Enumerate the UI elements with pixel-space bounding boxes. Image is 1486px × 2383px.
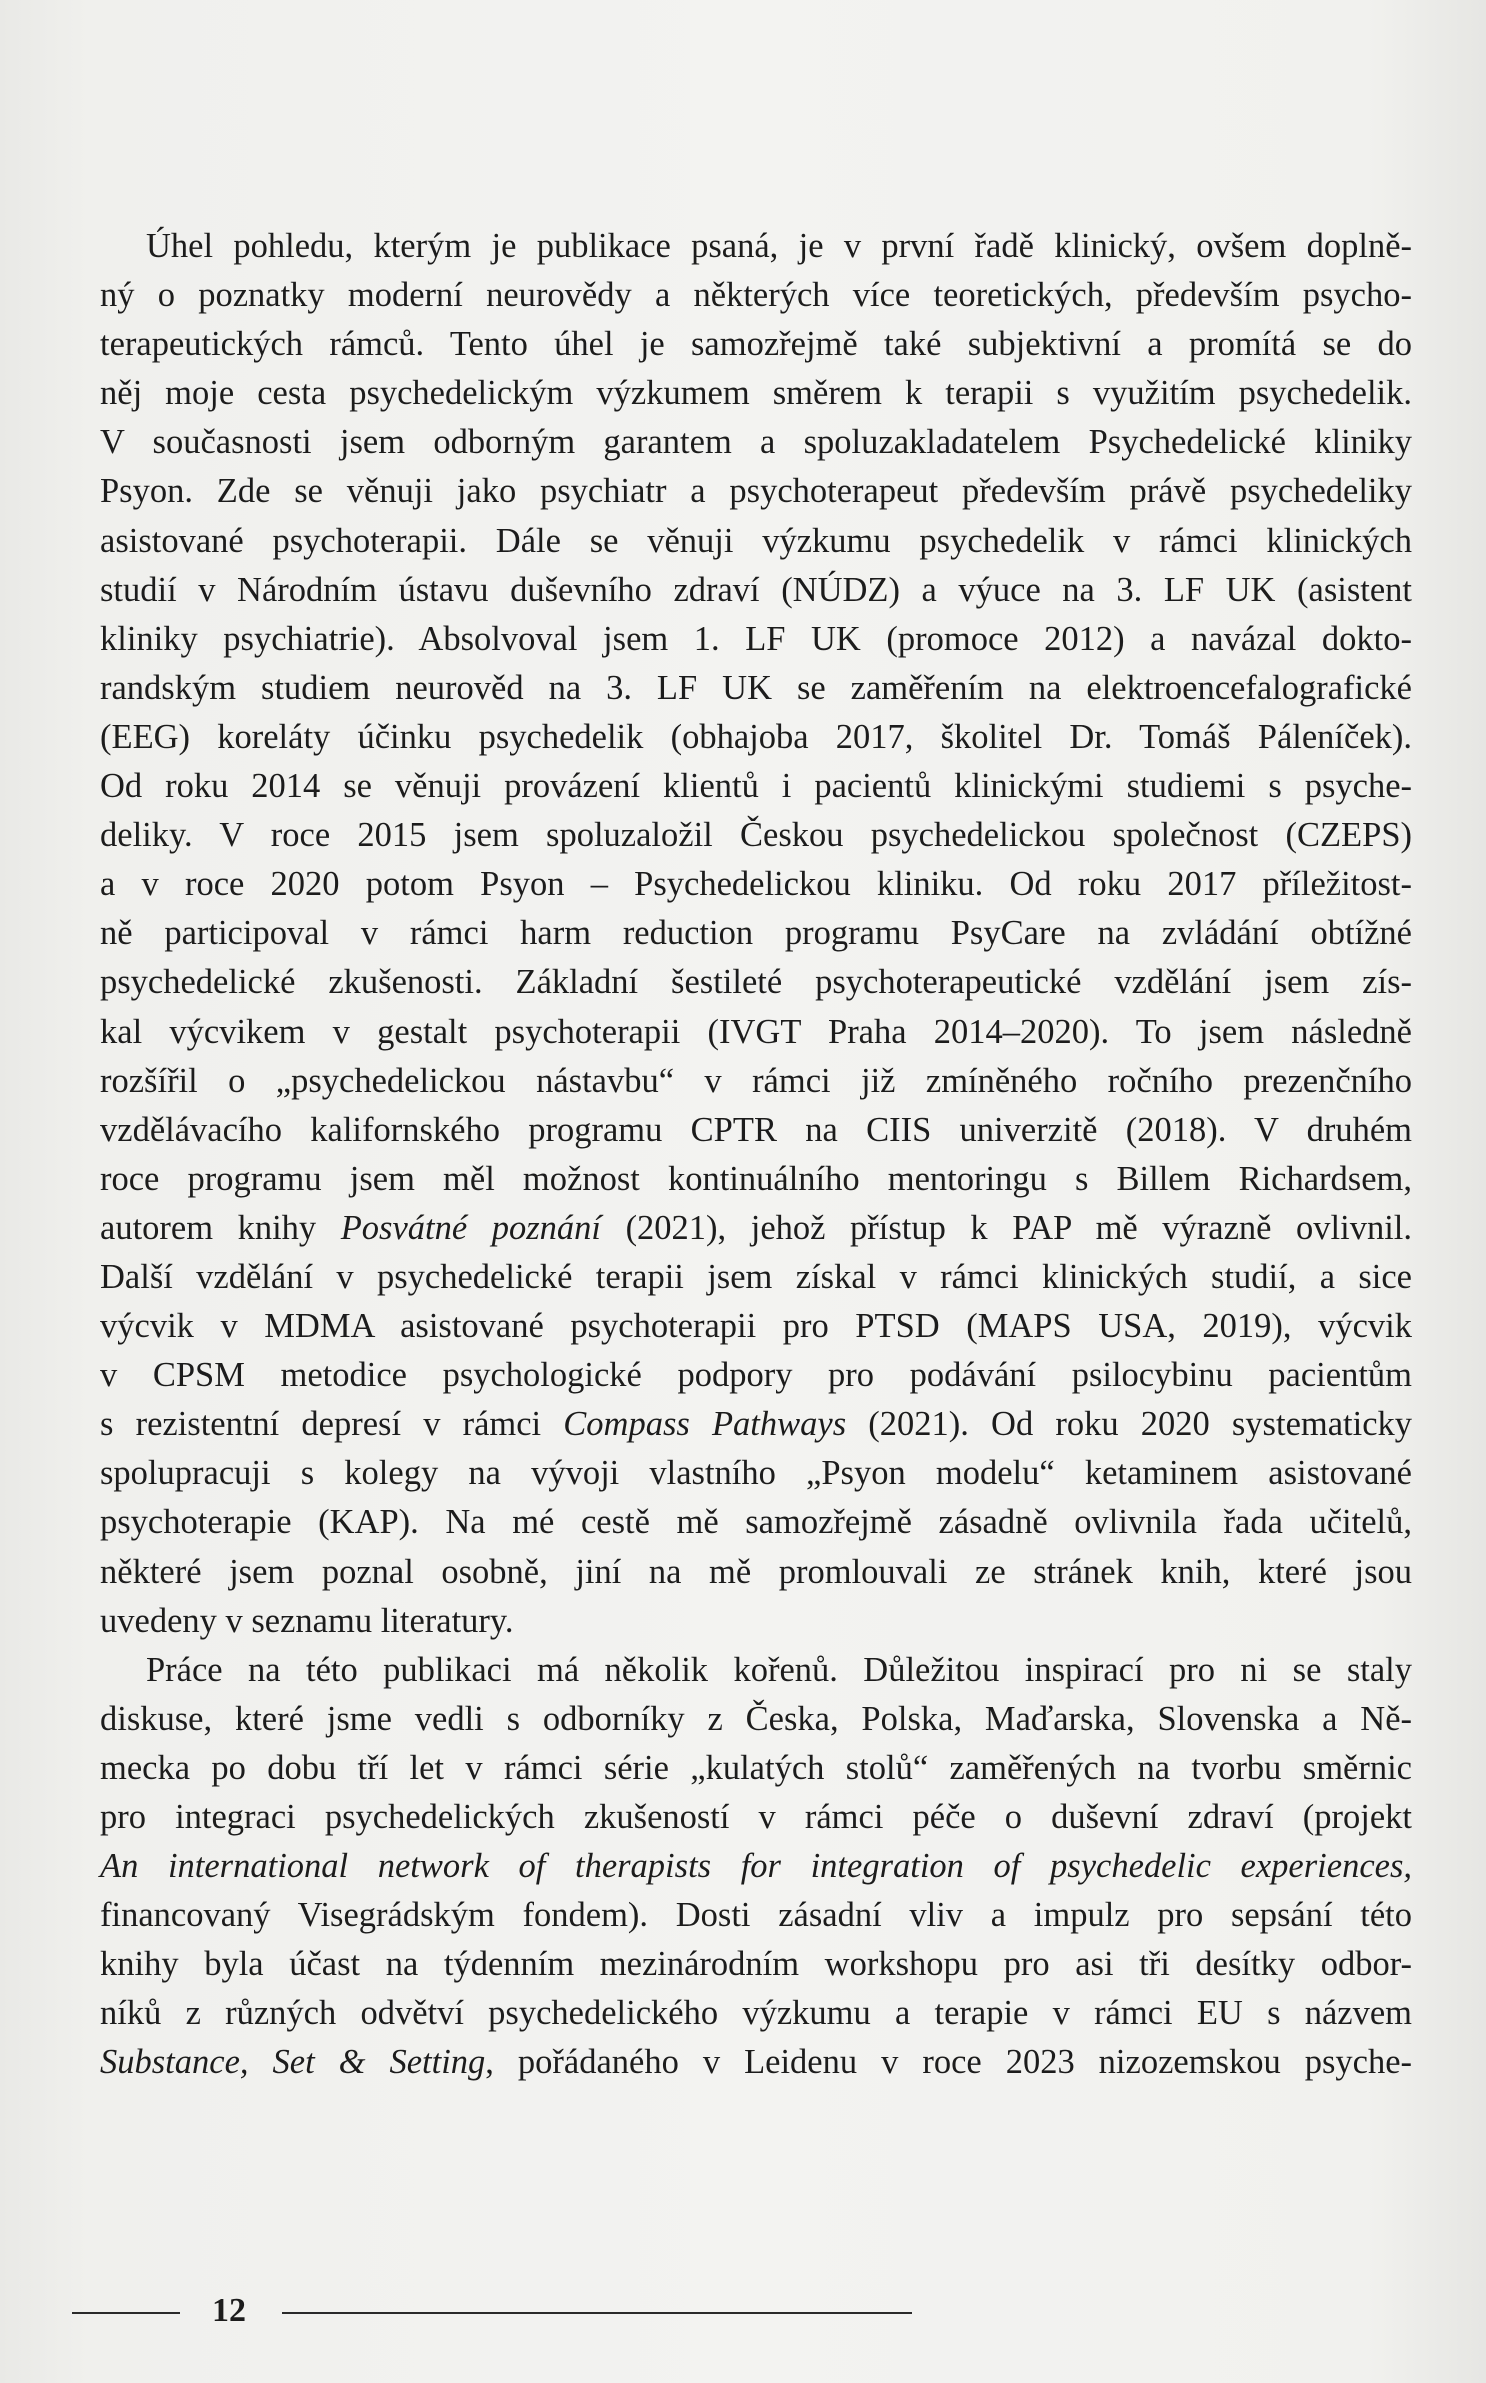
text-line: randským studiem neurověd na 3. LF UK se zaměřením na elektroencefalografické — [100, 668, 1412, 707]
page-number: 12 — [212, 2292, 246, 2329]
footer-rule-left — [72, 2312, 180, 2314]
paragraph-2 — [100, 1646, 1412, 2088]
text-line: některé jsem poznal osobně, jiní na mě promlouvali ze stránek knih, které jsou — [100, 1552, 1412, 1591]
text-line: kliniky psychiatrie). Absolvoval jsem 1. LF UK (promoce 2012) a navázal dokto- — [100, 619, 1412, 658]
text-line: Práce na této publikaci má několik kořenů. Důležitou inspirací pro ni se staly — [146, 1650, 1412, 1689]
text-line: V současnosti jsem odborným garantem a spoluzakladatelem Psychedelické kliniky — [100, 423, 1412, 462]
text-segment: , pořádaného v Leidenu v roce 2023 nizozemskou psyche- — [485, 2043, 1412, 2082]
text-line: knihy byla účast na týdenním mezinárodním workshopu pro asi tři desítky odbor- — [100, 1945, 1412, 1984]
text-line: ně participoval v rámci harm reduction programu PsyCare na zvládání obtížné — [100, 914, 1412, 953]
body-text — [100, 222, 1412, 2088]
text-segment: s rezistentní depresí v rámci — [100, 1405, 564, 1444]
project-name: An international network of therapists for integration of psychedelic experiences, — [100, 1847, 1412, 1886]
text-line: diskuse, které jsme vedli s odborníky z Česka, Polska, Maďarska, Slovenska a Ně- — [100, 1699, 1412, 1738]
text-line — [100, 1842, 1412, 1891]
text-line: ný o poznatky moderní neurovědy a některých více teoretických, především psycho- — [100, 276, 1412, 315]
text-line: něj moje cesta psychedelickým výzkumem směrem k terapii s využitím psychedelik. — [100, 374, 1412, 413]
text-line: vzdělávacího kalifornského programu CPTR na CIIS univerzitě (2018). V druhém — [100, 1110, 1412, 1149]
text-line: psychedelické zkušenosti. Základní šestileté psychoterapeutické vzdělání jsem zís- — [100, 963, 1412, 1002]
text-segment: autorem knihy — [100, 1208, 341, 1247]
text-line: financovaný Visegrádským fondem). Dosti zásadní vliv a impulz pro sepsání této — [100, 1896, 1412, 1935]
text-segment: (2021). Od roku 2020 systematicky — [846, 1405, 1413, 1444]
text-line: níků z různých odvětví psychedelického výzkumu a terapie v rámci EU s názvem — [100, 1994, 1412, 2033]
text-line: pro integraci psychedelických zkušeností v rámci péče o duševní zdraví (projekt — [100, 1798, 1412, 1836]
text-line: asistované psychoterapii. Dále se věnuji výzkumu psychedelik v rámci klinických — [100, 521, 1412, 560]
text-line: roce programu jsem měl možnost kontinuálního mentoringu s Billem Richardsem, — [100, 1159, 1412, 1198]
text-line: (EEG) koreláty účinku psychedelik (obhajoba 2017, školitel Dr. Tomáš Páleníček). — [100, 717, 1412, 756]
text-line: Psyon. Zde se věnuji jako psychiatr a psychoterapeut především právě psychedeliky — [100, 472, 1412, 511]
text-line: kal výcvikem v gestalt psychoterapii (IVGT Praha 2014–2020). To jsem následně — [100, 1012, 1412, 1051]
text-line: studií v Národním ústavu duševního zdraví (NÚDZ) a výuce na 3. LF UK (asistent — [100, 570, 1412, 609]
text-line — [100, 1400, 1412, 1449]
text-line: v CPSM metodice psychologické podpory pro podávání psilocybinu pacientům — [100, 1356, 1412, 1395]
book-title: Posvátné poznání — [340, 1208, 602, 1247]
text-line: terapeutických rámců. Tento úhel je samozřejmě také subjektivní a promítá se do — [100, 325, 1412, 364]
study-name: Compass Pathways — [563, 1405, 847, 1444]
text-line: spolupracuji s kolegy na vývoji vlastního „Psyon modelu“ ketaminem asistované — [100, 1454, 1412, 1493]
text-line: rozšířil o „psychedelickou nástavbu“ v rámci již zmíněného ročního prezenčního — [100, 1061, 1412, 1100]
text-line: a v roce 2020 potom Psyon – Psychedelickou kliniku. Od roku 2017 příležitost- — [100, 865, 1412, 904]
page-footer — [72, 2286, 912, 2336]
text-line — [100, 1204, 1412, 1253]
text-line: Další vzdělání v psychedelické terapii jsem získal v rámci klinických studií, a sice — [100, 1257, 1412, 1296]
text-line — [100, 2038, 1412, 2087]
text-line: deliky. V roce 2015 jsem spoluzaložil Českou psychedelickou společnost (CZEPS) — [100, 816, 1412, 855]
text-line: Od roku 2014 se věnuji provázení klientů i pacientů klinickými studiemi s psyche- — [100, 767, 1412, 806]
text-line: Úhel pohledu, kterým je publikace psaná, je v první řadě klinický, ovšem doplně- — [146, 227, 1412, 265]
text-line: mecka po dobu tří let v rámci série „kulatých stolů“ zaměřených na tvorbu směrnic — [100, 1748, 1412, 1787]
text-segment: (2021), jehož přístup k PAP mě výrazně ovlivnil. — [601, 1208, 1412, 1247]
text-line: psychoterapie (KAP). Na mé cestě mě samozřejmě zásadně ovlivnila řada učitelů, — [100, 1503, 1412, 1542]
text-line: uvedeny v seznamu literatury. — [100, 1601, 514, 1640]
footer-rule-right — [282, 2312, 912, 2314]
paragraph-1 — [100, 222, 1412, 1646]
workshop-name: Substance, Set & Setting — [100, 2043, 486, 2082]
text-line: výcvik v MDMA asistované psychoterapii pro PTSD (MAPS USA, 2019), výcvik — [100, 1307, 1412, 1346]
